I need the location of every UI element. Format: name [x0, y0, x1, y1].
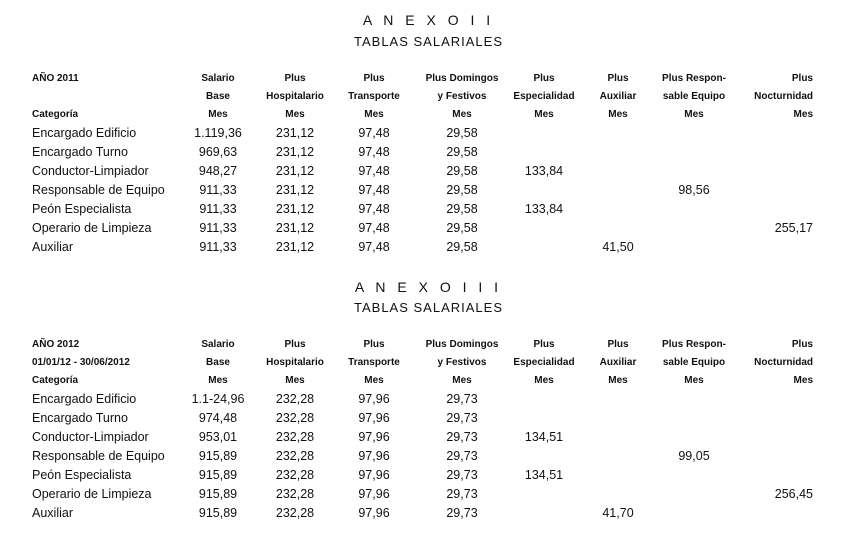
row-nocturnidad: 256,45 — [774, 487, 813, 501]
row-salario: 969,63 — [198, 145, 238, 159]
row-transporte: 97,48 — [358, 164, 390, 178]
col-salario-h1: Salario — [201, 73, 235, 84]
row-transporte: 97,96 — [358, 506, 390, 520]
row-salario: 911,33 — [199, 183, 237, 197]
row-salario: 915,89 — [198, 449, 238, 463]
col-especialidad-h3: Mes — [534, 375, 554, 386]
row-domingos: 29,73 — [446, 392, 478, 406]
row-hospitalario: 232,28 — [275, 506, 315, 520]
col-domingos-h1: Plus Domingos — [425, 339, 499, 350]
col-nocturnidad-h3: Mes — [793, 375, 813, 386]
col-transporte-h3: Mes — [364, 109, 384, 120]
row-transporte: 97,48 — [358, 126, 390, 140]
col-hospitalario-h1: Plus — [284, 73, 306, 84]
row-responsable: 98,56 — [678, 183, 710, 197]
row-salario: 1.119,36 — [194, 126, 242, 140]
row-transporte: 97,48 — [358, 145, 390, 159]
col-domingos-h2: y Festivos — [437, 91, 487, 102]
row-hospitalario: 232,28 — [275, 449, 315, 463]
row-transporte: 97,96 — [358, 487, 390, 501]
row-auxiliar: 41,70 — [602, 506, 634, 520]
row-salario: 911,33 — [199, 202, 237, 216]
col-responsable-h1: Plus Respon- — [662, 339, 726, 350]
col-salario-h1: Salario — [201, 339, 235, 350]
col-transporte-h2: Transporte — [348, 357, 400, 368]
col-responsable-h2: sable Equipo — [662, 357, 726, 368]
row-domingos: 29,58 — [446, 183, 478, 197]
year-label: AÑO 2012 — [32, 339, 80, 350]
table-row — [0, 181, 857, 200]
row-transporte: 97,96 — [358, 449, 390, 463]
row-hospitalario: 231,12 — [275, 221, 315, 235]
col-hospitalario-h2: Hospitalario — [266, 91, 324, 102]
table-row — [0, 504, 857, 523]
row-domingos: 29,58 — [446, 145, 478, 159]
row-categoria: Encargado Edificio — [32, 126, 137, 140]
col-responsable-h3: Mes — [684, 109, 704, 120]
row-transporte: 97,96 — [358, 468, 390, 482]
row-transporte: 97,48 — [358, 183, 390, 197]
row-salario: 1.1-24,96 — [191, 392, 245, 406]
row-domingos: 29,58 — [446, 240, 478, 254]
row-transporte: 97,48 — [358, 202, 390, 216]
col-auxiliar-h1: Plus — [607, 339, 629, 350]
col-hospitalario-h3: Mes — [285, 375, 305, 386]
row-auxiliar: 41,50 — [602, 240, 634, 254]
table-row — [0, 162, 857, 181]
row-salario: 948,27 — [198, 164, 238, 178]
row-hospitalario: 232,28 — [275, 468, 315, 482]
col-transporte-h1: Plus — [363, 73, 385, 84]
col-auxiliar-h3: Mes — [608, 375, 628, 386]
row-hospitalario: 231,12 — [275, 183, 315, 197]
row-nocturnidad: 255,17 — [774, 221, 813, 235]
row-categoria: Peón Especialista — [32, 202, 132, 216]
row-categoria: Operario de Limpieza — [32, 221, 152, 235]
table-row — [0, 219, 857, 238]
table-row — [0, 238, 857, 257]
table-row — [0, 485, 857, 504]
row-salario: 915,89 — [198, 506, 238, 520]
row-categoria: Auxiliar — [32, 240, 73, 254]
row-domingos: 29,58 — [446, 202, 478, 216]
row-transporte: 97,96 — [358, 411, 390, 425]
col-nocturnidad-h2: Nocturnidad — [754, 357, 813, 368]
row-especialidad: 133,84 — [524, 164, 564, 178]
col-auxiliar-h3: Mes — [608, 109, 628, 120]
row-domingos: 29,58 — [446, 221, 478, 235]
row-categoria: Conductor-Limpiador — [32, 164, 149, 178]
row-hospitalario: 232,28 — [275, 487, 315, 501]
row-domingos: 29,58 — [446, 164, 478, 178]
row-salario: 953,01 — [198, 430, 238, 444]
row-categoria: Responsable de Equipo — [32, 183, 165, 197]
row-hospitalario: 231,12 — [275, 164, 315, 178]
row-salario: 911,33 — [199, 240, 237, 254]
row-hospitalario: 232,28 — [275, 411, 315, 425]
table-row — [0, 466, 857, 485]
row-categoria: Encargado Turno — [32, 145, 128, 159]
col-especialidad-h2: Especialidad — [513, 91, 575, 102]
table-row — [0, 124, 857, 143]
anexo-iii-title: A N E X O I I I — [354, 279, 503, 295]
row-transporte: 97,48 — [358, 240, 390, 254]
table-row — [0, 428, 857, 447]
row-categoria: Peón Especialista — [32, 468, 132, 482]
row-salario: 974,48 — [198, 411, 238, 425]
row-salario: 915,89 — [198, 468, 238, 482]
col-nocturnidad-h3: Mes — [793, 109, 813, 120]
col-nocturnidad-h1: Plus — [791, 339, 813, 350]
row-categoria: Encargado Turno — [32, 411, 128, 425]
col-auxiliar-h2: Auxiliar — [599, 357, 637, 368]
row-domingos: 29,73 — [446, 506, 478, 520]
row-domingos: 29,73 — [446, 411, 478, 425]
row-hospitalario: 231,12 — [275, 126, 315, 140]
col-salario-h2: Base — [206, 357, 230, 368]
row-transporte: 97,96 — [358, 392, 390, 406]
table-row — [0, 447, 857, 466]
col-salario-h3: Mes — [208, 375, 228, 386]
row-especialidad: 134,51 — [524, 430, 564, 444]
row-domingos: 29,73 — [446, 449, 478, 463]
col-responsable-h2: sable Equipo — [662, 91, 726, 102]
table-row — [0, 200, 857, 219]
row-hospitalario: 232,28 — [275, 430, 315, 444]
row-hospitalario: 232,28 — [275, 392, 315, 406]
category-header: Categoría — [32, 375, 79, 386]
row-transporte: 97,48 — [358, 221, 390, 235]
col-responsable-h1: Plus Respon- — [662, 73, 726, 84]
col-hospitalario-h3: Mes — [285, 109, 305, 120]
row-transporte: 97,96 — [358, 430, 390, 444]
table-row — [0, 143, 857, 162]
row-hospitalario: 231,12 — [275, 240, 315, 254]
row-categoria: Encargado Edificio — [32, 392, 137, 406]
row-hospitalario: 231,12 — [275, 145, 315, 159]
col-domingos-h1: Plus Domingos — [425, 73, 499, 84]
row-domingos: 29,73 — [446, 430, 478, 444]
anexo-iii-subtitle: TABLAS SALARIALES — [354, 300, 503, 315]
col-auxiliar-h2: Auxiliar — [599, 91, 637, 102]
row-domingos: 29,58 — [446, 126, 478, 140]
row-especialidad: 133,84 — [524, 202, 564, 216]
anexo-ii-subtitle: TABLAS SALARIALES — [354, 34, 503, 49]
table-row — [0, 409, 857, 428]
col-nocturnidad-h2: Nocturnidad — [754, 91, 813, 102]
col-nocturnidad-h1: Plus — [791, 73, 813, 84]
row-salario: 915,89 — [198, 487, 238, 501]
col-domingos-h3: Mes — [452, 375, 472, 386]
category-header: Categoría — [32, 109, 79, 120]
row-categoria: Auxiliar — [32, 506, 73, 520]
row-hospitalario: 231,12 — [275, 202, 315, 216]
col-auxiliar-h1: Plus — [607, 73, 629, 84]
row-especialidad: 134,51 — [524, 468, 564, 482]
col-hospitalario-h2: Hospitalario — [266, 357, 324, 368]
row-categoria: Operario de Limpieza — [32, 487, 152, 501]
period-label: 01/01/12 - 30/06/2012 — [32, 357, 130, 368]
col-hospitalario-h1: Plus — [284, 339, 306, 350]
row-categoria: Responsable de Equipo — [32, 449, 165, 463]
row-categoria: Conductor-Limpiador — [32, 430, 149, 444]
col-transporte-h1: Plus — [363, 339, 385, 350]
row-responsable: 99,05 — [678, 449, 710, 463]
col-especialidad-h1: Plus — [533, 73, 555, 84]
anexo-ii-title: A N E X O I I — [362, 12, 495, 28]
col-transporte-h3: Mes — [364, 375, 384, 386]
col-especialidad-h2: Especialidad — [513, 357, 575, 368]
col-responsable-h3: Mes — [684, 375, 704, 386]
col-salario-h3: Mes — [208, 109, 228, 120]
table-row — [0, 390, 857, 409]
col-transporte-h2: Transporte — [348, 91, 400, 102]
col-salario-h2: Base — [206, 91, 230, 102]
row-salario: 911,33 — [199, 221, 237, 235]
row-domingos: 29,73 — [446, 468, 478, 482]
row-domingos: 29,73 — [446, 487, 478, 501]
year-label: AÑO 2011 — [32, 73, 79, 84]
col-especialidad-h3: Mes — [534, 109, 554, 120]
col-especialidad-h1: Plus — [533, 339, 555, 350]
col-domingos-h2: y Festivos — [437, 357, 487, 368]
col-domingos-h3: Mes — [452, 109, 472, 120]
